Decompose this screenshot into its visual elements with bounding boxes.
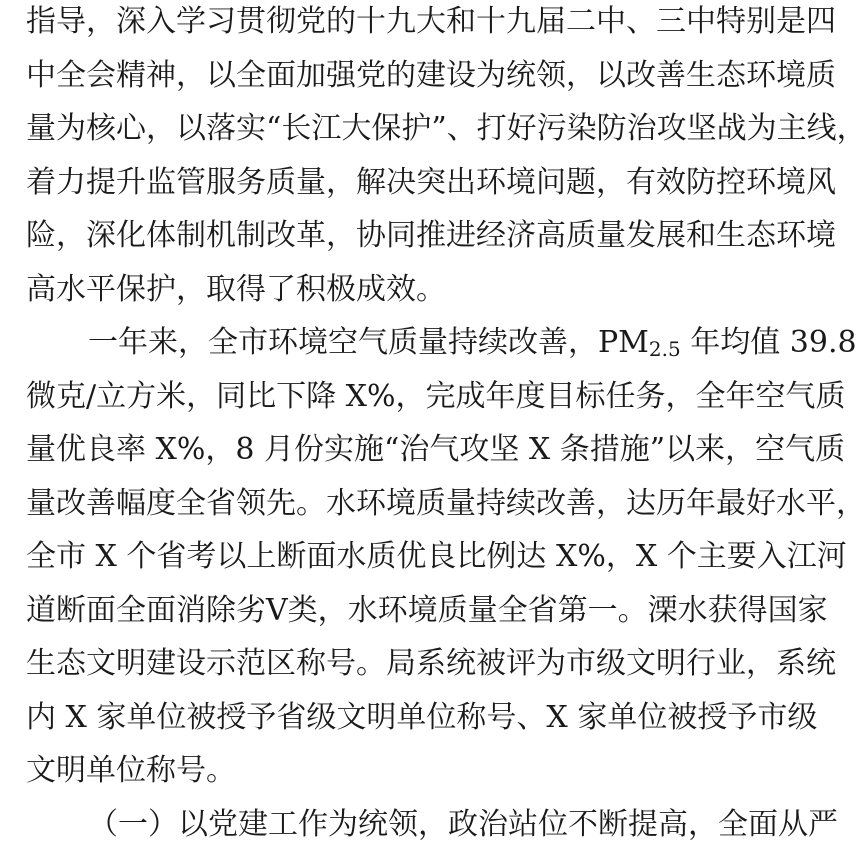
paragraph-line: 高水平保护，取得了积极成效。	[26, 271, 446, 307]
paragraph-line: 生态文明建设示范区称号。局系统被评为市级文明行业，系统	[26, 646, 836, 681]
pm-value-text: 年均值 39.8	[680, 325, 857, 360]
paragraph-line: 量为核心，以落实“长江大保护”、打好污染防治攻坚战为主线，	[26, 111, 867, 146]
pm-intro-text: 一年来，全市环境空气质量持续改善，	[88, 325, 598, 360]
paragraph-line: 量改善幅度全省领先。水环境质量持续改善，达历年最好水平，	[26, 485, 866, 521]
pm-subscript: 2.5	[648, 337, 681, 361]
paragraph-line: 着力提升监管服务质量，解决突出环境问题，有效防控环境风	[26, 164, 836, 200]
paragraph-line: 量优良率 X%，8 月份实施“治气攻坚 X 条措施”以来，空气质	[26, 432, 846, 467]
paragraph-line: 微克/立方米，同比下降 X%，完成年度目标任务，全年空气质	[26, 378, 846, 414]
paragraph-line: 文明单位称号。	[26, 753, 236, 788]
paragraph-line: 中全会精神，以全面加强党的建设为统领，以改善生态环境质	[26, 57, 836, 93]
paragraph-line: 险，深化体制机制改革，协同推进经济高质量发展和生态环境	[26, 218, 836, 253]
paragraph-line: 内 X 家单位被授予省级文明单位称号、X 家单位被授予市级	[26, 699, 818, 735]
paragraph-line: 全市 X 个省考以上断面水质优良比例达 X%，X 个主要入江河	[26, 539, 847, 574]
section-heading: （一）以党建工作为统领，政治站位不断提高，全面从严	[88, 806, 838, 842]
paragraph-line: 道断面全面消除劣V类，水环境质量全省第一。溧水获得国家	[26, 592, 828, 628]
paragraph-first-line	[88, 323, 857, 363]
paragraph-line: 指导，深入学习贯彻党的十九大和十九届二中、三中特别是四	[26, 4, 836, 39]
pm-label: PM	[598, 325, 649, 360]
